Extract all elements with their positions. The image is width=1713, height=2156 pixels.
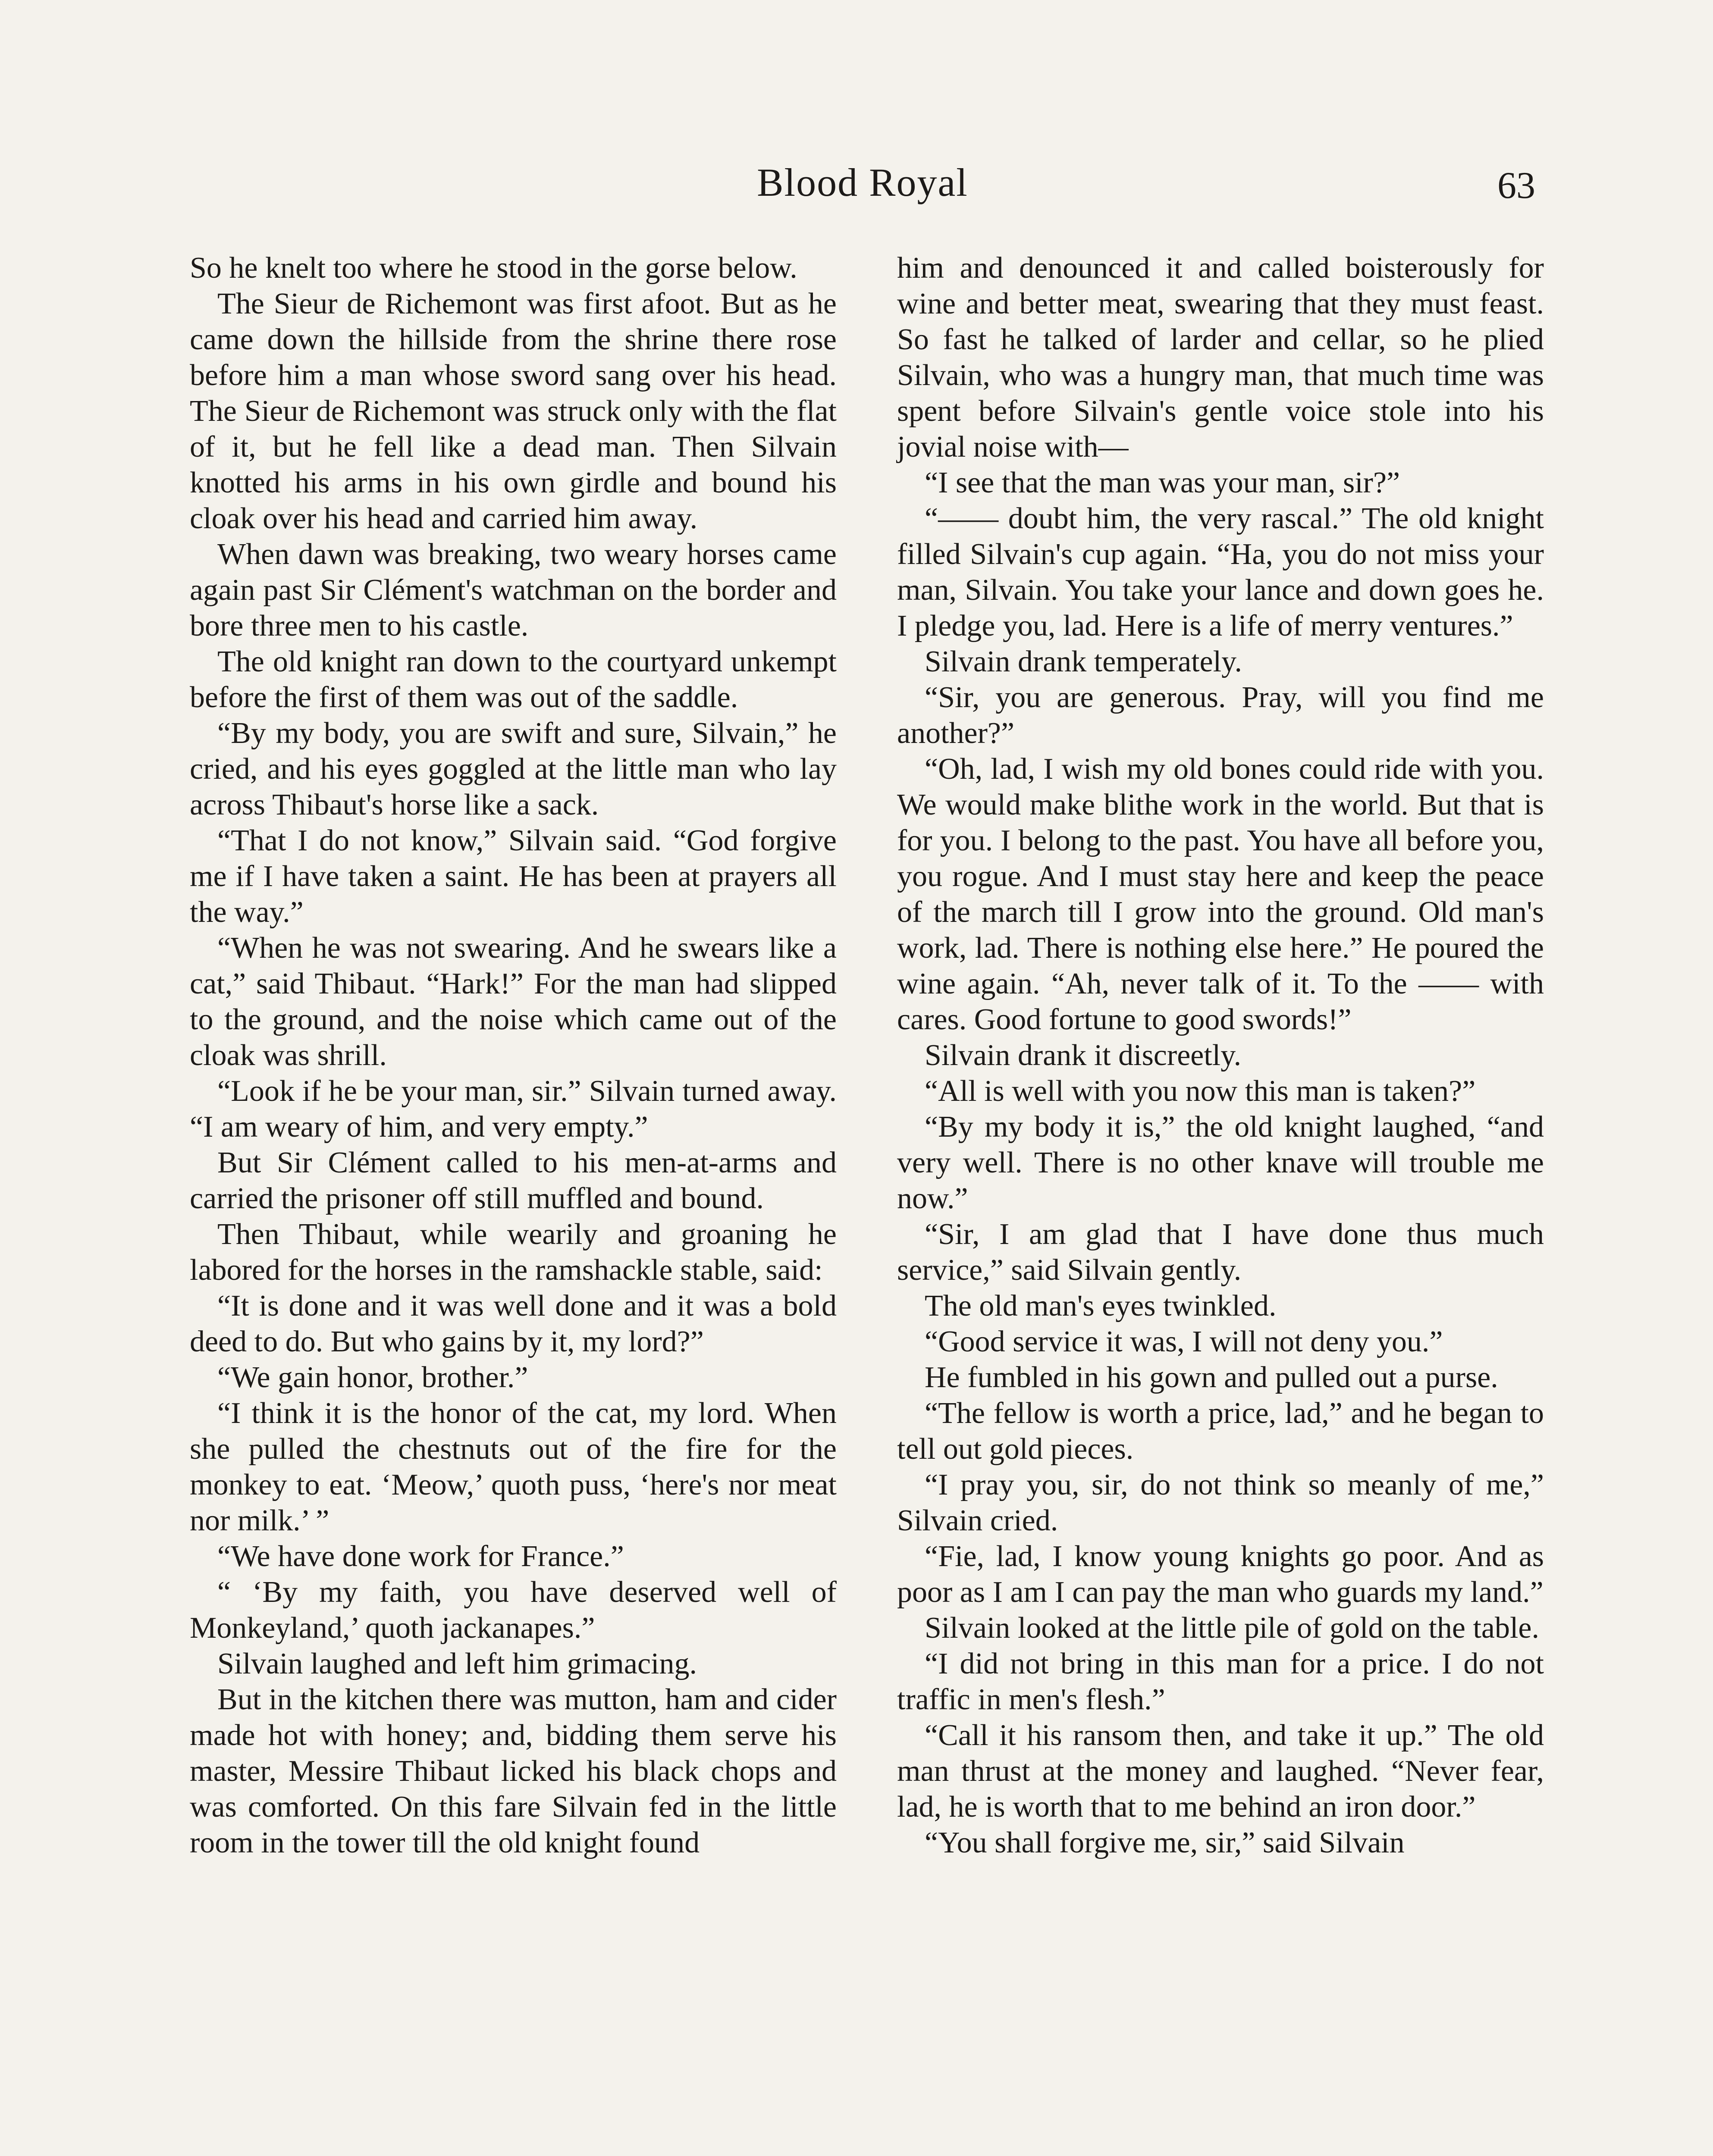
running-title: Blood Royal: [757, 160, 968, 204]
paragraph: Silvain laughed and left him grimacing.: [217, 1647, 697, 1680]
paragraph: “Fie, lad, I know young knights go poor. And as poor as I am I can pay the man who guards my land.”: [897, 1540, 1544, 1609]
paragraph: “You shall forgive me, sir,” said Silvain: [925, 1826, 1405, 1859]
paragraph: “I think it is the honor of the cat, my lord. When she pulled the chestnuts out of the fire for the monkey to eat. ‘Meow,’ quoth puss, ‘here's nor meat nor milk.’ ”: [190, 1397, 837, 1537]
text-columns: [190, 250, 1544, 1861]
paragraph: But Sir Clément called to his men-at-arms and carried the prisoner off still muffled and bound.: [190, 1146, 837, 1215]
paragraph: The old man's eyes twinkled.: [925, 1289, 1277, 1322]
paragraph: “Oh, lad, I wish my old bones could ride with you. We would make blithe work in the world. But that is for you. I belong to the past. You have all before you, you rogue. And I must stay here and keep the peace of the march till I grow into the ground. Old man's work, lad. There is nothing else here.” He poured the wine again. “Ah, never talk of it. To the —— with cares. Good fortune to good swords!”: [897, 752, 1544, 1036]
paragraph: Silvain drank temperately.: [925, 645, 1242, 678]
paragraph: Then Thibaut, while wearily and groaning he labored for the horses in the ramshackle stable, said:: [190, 1218, 837, 1287]
paragraph: “I see that the man was your man, sir?”: [925, 466, 1400, 499]
page-number: 63: [1497, 165, 1535, 207]
paragraph: But in the kitchen there was mutton, ham and cider made hot with honey; and, bidding them serve his master, Messire Thibaut licked his black chops and was comforted. On this fare Silvain fed in the little room in the tower till the old knight found: [190, 1683, 837, 1859]
paragraph: “—— doubt him, the very rascal.” The old knight filled Silvain's cup again. “Ha, you do not miss your man, Silvain. You take your lance and down goes he. I pledge you, lad. Here is a life of merry ventures.”: [897, 502, 1544, 642]
paragraph: “All is well with you now this man is taken?”: [925, 1075, 1476, 1108]
paragraph: Silvain looked at the little pile of gold on the table.: [925, 1611, 1539, 1645]
paragraph: The old knight ran down to the courtyard unkempt before the first of them was out of the saddle.: [190, 645, 837, 714]
paragraph: “We have done work for France.”: [217, 1540, 624, 1573]
paragraph: “Sir, you are generous. Pray, will you find me another?”: [897, 681, 1544, 750]
paragraph: “I pray you, sir, do not think so meanly of me,” Silvain cried.: [897, 1468, 1544, 1537]
paragraph: “The fellow is worth a price, lad,” and he began to tell out gold pieces.: [897, 1397, 1544, 1466]
paragraph: So he knelt too where he stood in the gorse below.: [190, 251, 797, 285]
paragraph: “It is done and it was well done and it was a bold deed to do. But who gains by it, my lord?”: [190, 1289, 837, 1358]
paragraph: “By my body it is,” the old knight laughed, “and very well. There is no other knave will trouble me now.”: [897, 1110, 1544, 1215]
left-column: [190, 250, 837, 1861]
paragraph: Silvain drank it discreetly.: [925, 1039, 1242, 1072]
paragraph: him and denounced it and called boisterously for wine and better meat, swearing that they must feast. So fast he talked of larder and cellar, so he plied Silvain, who was a hungry man, that much time was spent before Silvain's gentle voice stole into his jovial noise with—: [897, 251, 1544, 464]
page-header: [190, 160, 1535, 220]
paragraph: “That I do not know,” Silvain said. “God forgive me if I have taken a saint. He has been at prayers all the way.”: [190, 824, 837, 929]
paragraph: “By my body, you are swift and sure, Silvain,” he cried, and his eyes goggled at the little man who lay across Thibaut's horse like a sack.: [190, 717, 837, 821]
paragraph: “ ‘By my faith, you have deserved well of Monkeyland,’ quoth jackanapes.”: [190, 1576, 837, 1645]
paragraph: “Good service it was, I will not deny you.”: [925, 1325, 1443, 1358]
paragraph: When dawn was breaking, two weary horses came again past Sir Clément's watchman on the border and bore three men to his castle.: [190, 538, 837, 642]
paragraph: “I did not bring in this man for a price. I do not traffic in men's flesh.”: [897, 1647, 1544, 1716]
right-column: [897, 250, 1544, 1861]
paragraph: The Sieur de Richemont was first afoot. But as he came down the hillside from the shrine there rose before him a man whose sword sang over his head. The Sieur de Richemont was struck only with the flat of it, but he fell like a dead man. Then Silvain knotted his arms in his own girdle and bound his cloak over his head and carried him away.: [190, 287, 837, 535]
paragraph: He fumbled in his gown and pulled out a purse.: [925, 1361, 1498, 1394]
paragraph: “We gain honor, brother.”: [217, 1361, 528, 1394]
paragraph: “Look if he be your man, sir.” Silvain turned away. “I am weary of him, and very empty.”: [190, 1075, 837, 1144]
paragraph: “When he was not swearing. And he swears like a cat,” said Thibaut. “Hark!” For the man had slipped to the ground, and the noise which came out of the cloak was shrill.: [190, 931, 837, 1072]
paragraph: “Sir, I am glad that I have done thus much service,” said Silvain gently.: [897, 1218, 1544, 1287]
paragraph: “Call it his ransom then, and take it up.” The old man thrust at the money and laughed. “Never fear, lad, he is worth that to me behind an iron door.”: [897, 1719, 1544, 1824]
